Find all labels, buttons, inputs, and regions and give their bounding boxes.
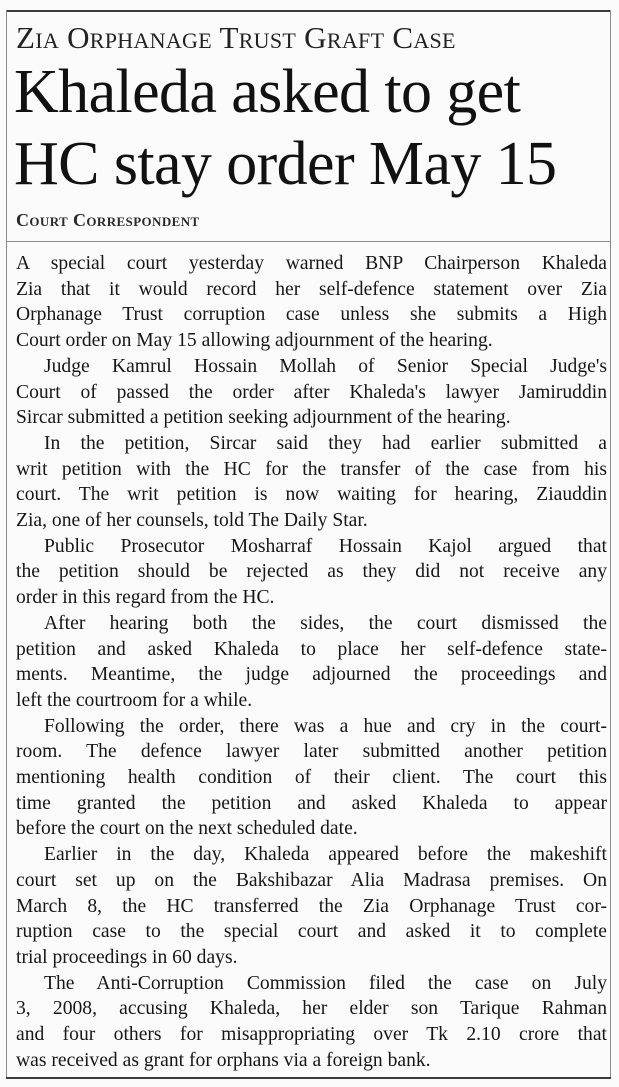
headline-line: HC stay order May 15 [14, 130, 557, 198]
text-line: After hearing both the sides, the court dismissed the [44, 612, 607, 634]
right-rule [610, 10, 611, 1079]
paragraph [16, 611, 607, 714]
text-line: The Anti-Corruption Commission filed the case on July [44, 972, 607, 994]
text-line: left the courtroom for a while. [16, 689, 253, 711]
paragraph [16, 714, 607, 843]
text-line: room. The defence lawyer later submitted another petition [16, 741, 607, 763]
text-line: Court of passed the order after Khaleda's lawyer Jamiruddin [16, 381, 607, 403]
kicker: Zia Orphanage Trust Graft Case [16, 20, 456, 55]
text-line: 3, 2008, accusing Khaleda, her elder son Tarique Rahman [16, 998, 607, 1020]
text-line: writ petition with the HC for the transfer of the case from his [16, 458, 607, 480]
headline [14, 56, 609, 200]
text-line: trial proceedings in 60 days. [16, 946, 238, 968]
text-line: Orphanage Trust corruption case unless she submits a High [16, 304, 607, 326]
text-line: In the petition, Sircar said they had earlier submitted a [44, 432, 607, 454]
text-line: time granted the petition and asked Khaleda to appear [16, 792, 607, 814]
article-body [16, 251, 607, 1074]
text-line: before the court on the next scheduled date. [16, 818, 358, 840]
text-line: Public Prosecutor Mosharraf Hossain Kajol argued that [44, 535, 607, 557]
paragraph [16, 534, 607, 611]
text-line: petition and asked Khaleda to place her self-defence state- [16, 638, 607, 660]
byline-rule [6, 241, 611, 242]
text-line: Sircar submitted a petition seeking adjournment of the hearing. [16, 407, 511, 429]
text-line: Zia that it would record her self-defence statement over Zia [16, 278, 607, 300]
text-line: was received as grant for orphans via a foreign bank. [16, 1049, 431, 1071]
byline: Court Correspondent [16, 210, 200, 230]
text-line: and four others for misappropriating over Tk 2.10 crore that [16, 1024, 607, 1046]
paragraph [16, 842, 607, 971]
headline-line: Khaleda asked to get [14, 58, 521, 126]
text-line: Following the order, there was a hue and cry in the court- [44, 715, 607, 737]
text-line: Zia, one of her counsels, told The Daily Star. [16, 510, 368, 532]
text-line: order in this regard from the HC. [16, 587, 275, 609]
text-line: Judge Kamrul Hossain Mollah of Senior Special Judge's [44, 355, 607, 377]
text-line: March 8, the HC transferred the Zia Orphanage Trust cor- [16, 895, 607, 917]
paragraph [16, 354, 607, 431]
text-line: mentioning health condition of their client. The court this [16, 767, 607, 789]
text-line: court set up on the Bakshibazar Alia Madrasa premises. On [16, 869, 607, 891]
text-line: A special court yesterday warned BNP Chairperson Khaleda [16, 253, 607, 274]
bottom-rule [6, 1077, 611, 1079]
left-rule [6, 10, 7, 1079]
text-line: court. The writ petition is now waiting for hearing, Ziauddin [16, 484, 607, 506]
text-line: Earlier in the day, Khaleda appeared before the makeshift [44, 844, 607, 866]
text-line: ments. Meantime, the judge adjourned the proceedings and [16, 664, 607, 686]
text-line: the petition should be rejected as they did not receive any [16, 561, 607, 583]
text-line: ruption case to the special court and asked it to complete [16, 921, 607, 943]
paragraph [16, 431, 607, 534]
paragraph [16, 971, 607, 1074]
text-line: Court order on May 15 allowing adjournment of the hearing. [16, 330, 493, 352]
top-rule [6, 10, 611, 12]
paragraph [16, 251, 607, 354]
